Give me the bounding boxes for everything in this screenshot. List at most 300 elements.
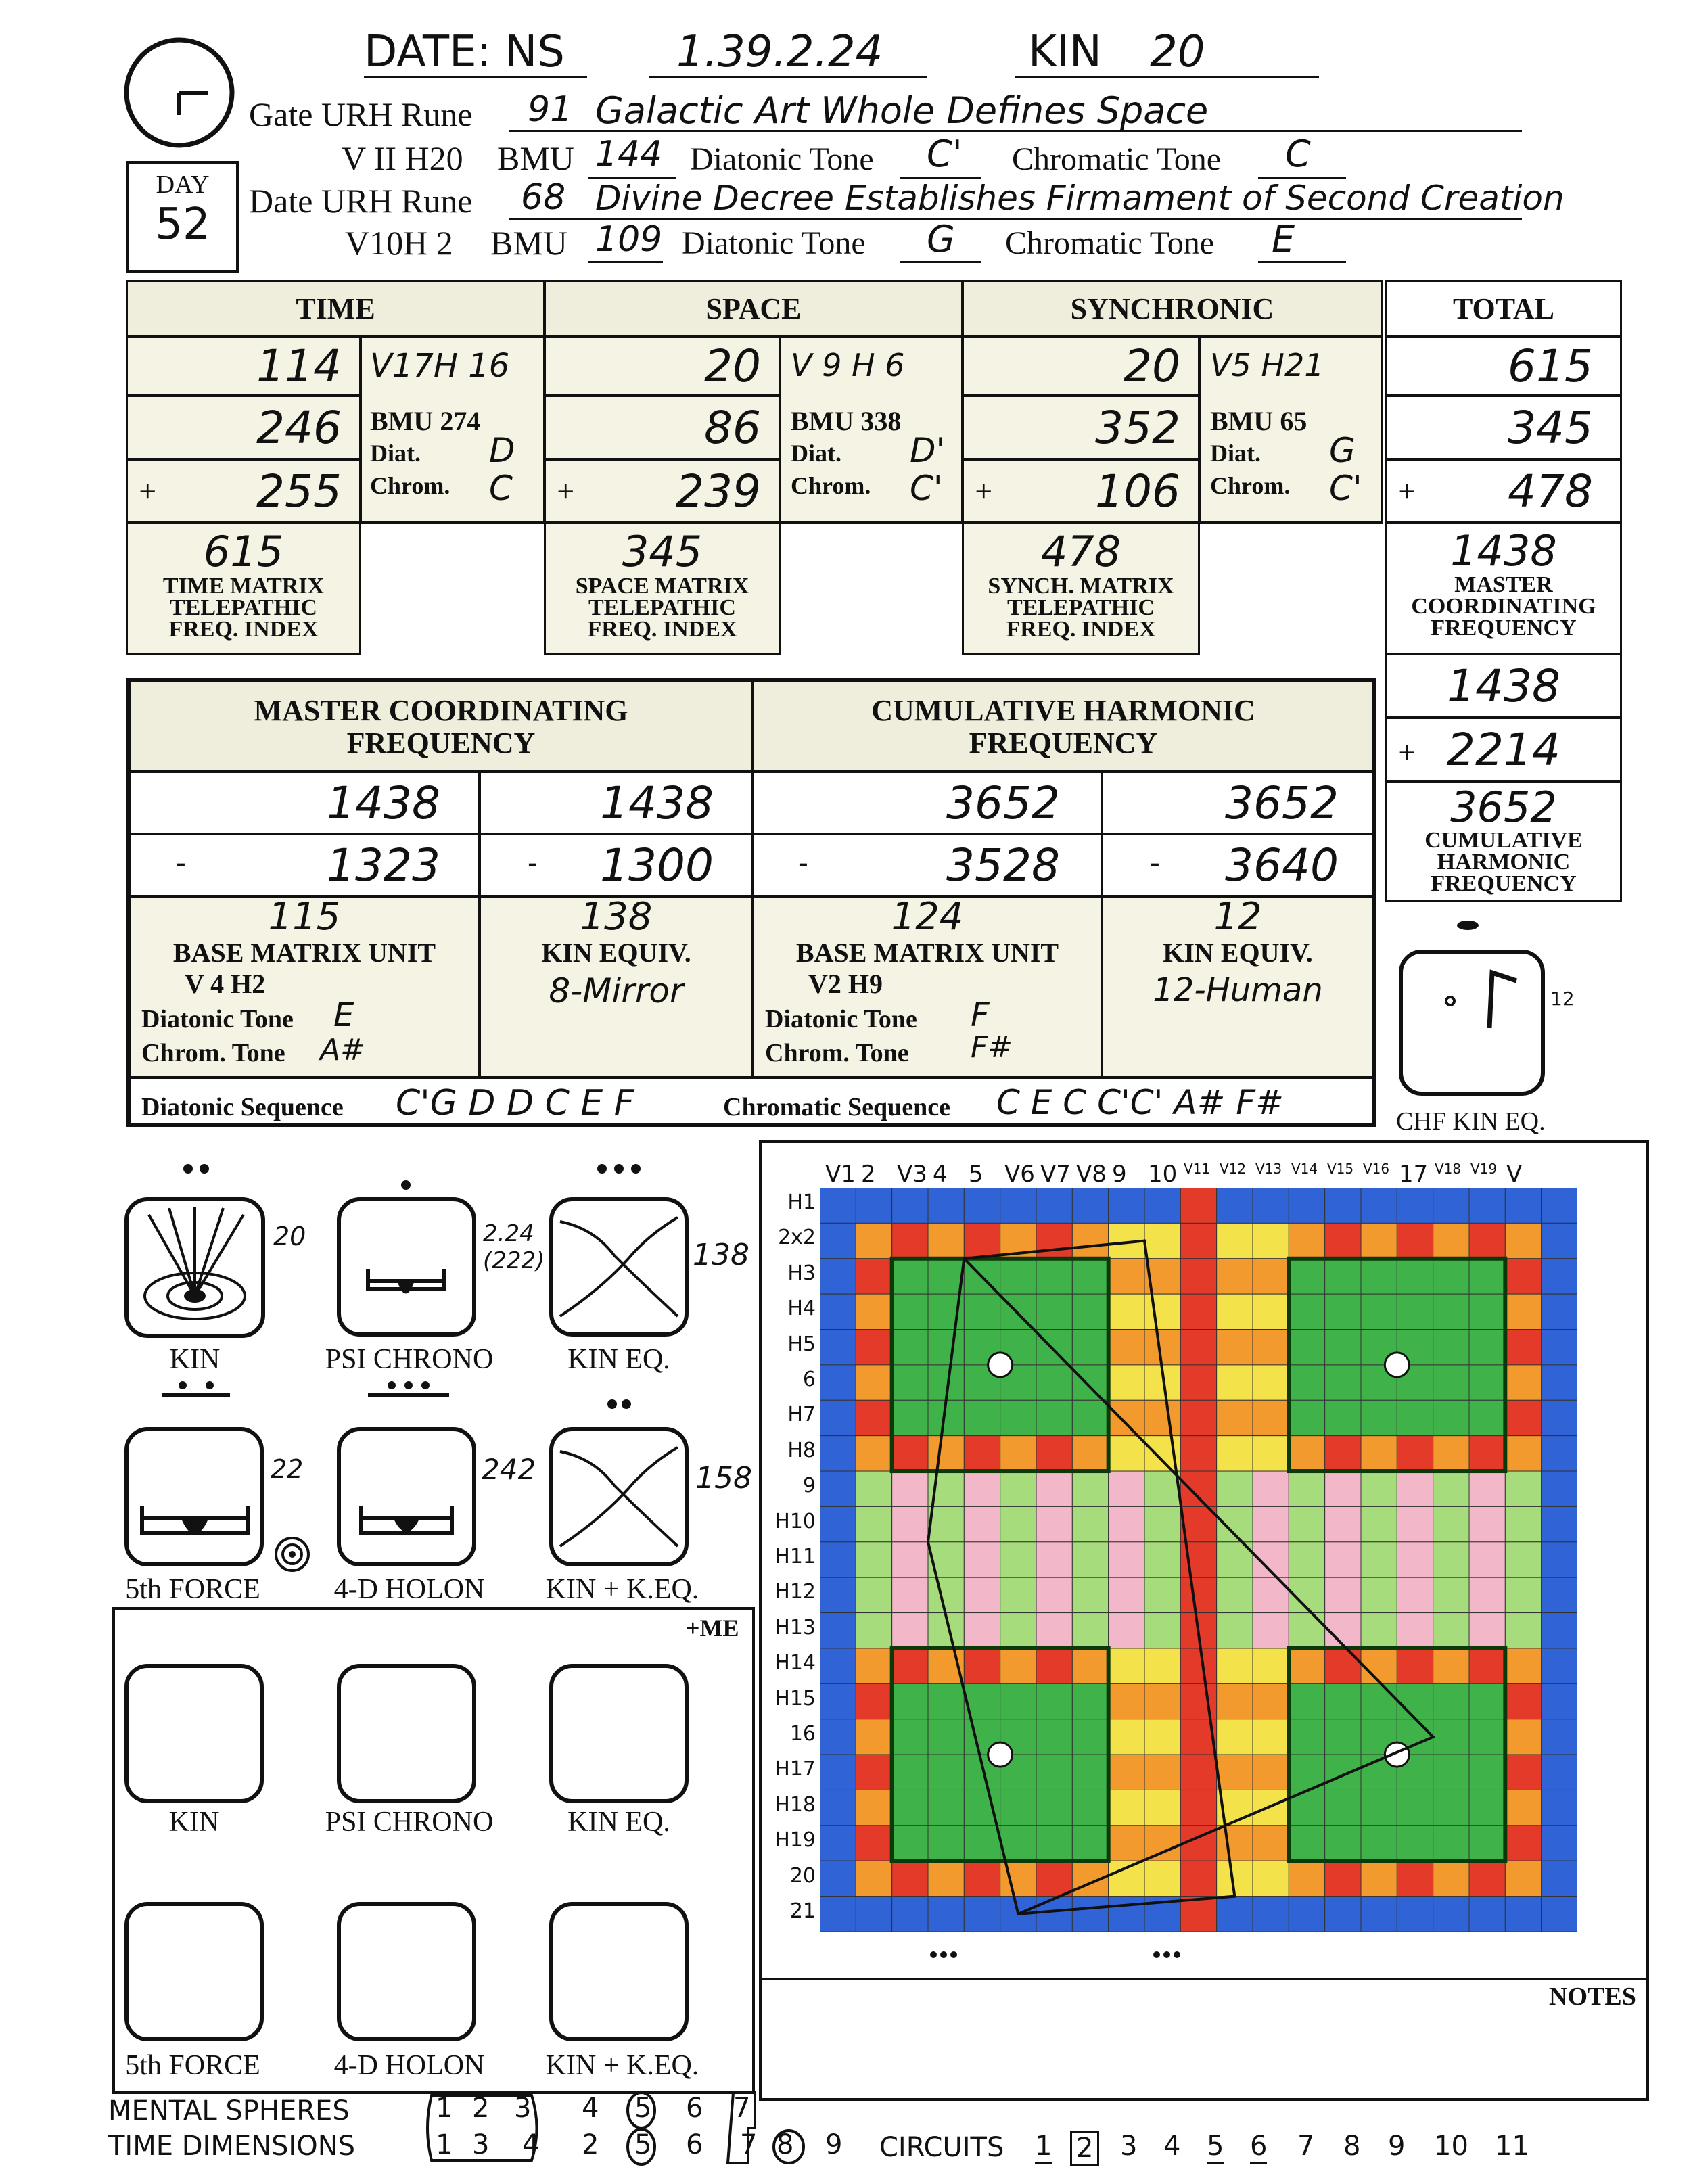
grid-cell	[1505, 1400, 1541, 1435]
grid-cell	[928, 1330, 964, 1365]
h-label: H3	[787, 1261, 816, 1285]
grid-cell	[928, 1790, 964, 1825]
chf-kin-dots	[1447, 919, 1488, 932]
grid-cell	[1036, 1719, 1072, 1755]
mcf-b3: 138	[580, 895, 653, 939]
grid-cell	[1072, 1506, 1108, 1541]
mental-1: 1	[436, 2093, 453, 2124]
grid-cell	[1144, 1861, 1180, 1896]
grid-cell	[1217, 1436, 1253, 1471]
spiral-icon	[273, 1535, 311, 1576]
grid-cell	[1433, 1897, 1469, 1932]
grid-cell	[1036, 1506, 1072, 1541]
grid-cell	[1542, 1790, 1577, 1825]
grid-cell	[1469, 1683, 1505, 1719]
date-chrom: E	[1272, 218, 1295, 260]
grid-cell	[1253, 1330, 1289, 1365]
total-n2: 345	[1385, 395, 1622, 460]
grid-cell	[1433, 1330, 1469, 1365]
mcf-diat: E	[333, 996, 354, 1034]
time-caption: TIME MATRIX TELEPATHIC FREQ. INDEX	[162, 574, 325, 642]
grid-cell	[1542, 1223, 1577, 1258]
grid-cell	[1361, 1826, 1397, 1861]
time-bmu: BMU 274	[370, 406, 481, 436]
mcf-chrom-label: Chrom. Tone	[141, 1039, 285, 1067]
grid-cell	[1469, 1719, 1505, 1755]
grid-cell	[1180, 1259, 1216, 1294]
grid-cell	[820, 1826, 856, 1861]
holon-glyph-icon	[337, 1427, 476, 1566]
mcf-kin: 8-Mirror	[549, 971, 684, 1010]
grid-cell	[1036, 1790, 1072, 1825]
diat-seq-label: Diatonic Sequence	[141, 1093, 344, 1121]
grid-cell	[1361, 1790, 1397, 1825]
grid-cell	[1361, 1861, 1397, 1896]
grid-cell	[1000, 1648, 1036, 1683]
date-chrom-label: Chromatic Tone	[1005, 225, 1215, 261]
fifth-force-empty-caption: 5th FORCE	[125, 2050, 260, 2081]
kin-eq-caption: KIN EQ.	[567, 1344, 670, 1375]
time-7: 7	[740, 2129, 758, 2160]
time-3: 3	[472, 2129, 490, 2160]
grid-cell	[1072, 1436, 1108, 1471]
grid-cell	[1180, 1400, 1216, 1435]
space-chrom-label: Chrom.	[791, 472, 871, 499]
h-label: H18	[774, 1792, 816, 1817]
fifth-force-glyph-icon	[124, 1427, 264, 1566]
v-label: V12	[1220, 1161, 1247, 1177]
kin-glyph-icon	[124, 1197, 265, 1338]
gate-rune-label: Gate URH Rune	[249, 95, 473, 133]
v-label: 5	[969, 1161, 983, 1188]
time-n3: 255	[126, 459, 361, 524]
psi-chrono-empty-glyph	[337, 1664, 476, 1803]
space-n2: 86	[544, 395, 781, 460]
kin-eq-note: 138	[693, 1238, 749, 1272]
grid-cell	[1109, 1471, 1144, 1506]
grid-cell	[1109, 1613, 1144, 1648]
clock-icon	[122, 35, 237, 150]
grid-cell	[1072, 1790, 1108, 1825]
grid-cell	[856, 1471, 891, 1506]
grid-cell	[1361, 1648, 1397, 1683]
grid-cell	[820, 1613, 856, 1648]
time-n2: 246	[126, 395, 361, 460]
time-6: 6	[686, 2129, 703, 2160]
grid-cell	[1253, 1400, 1289, 1435]
grid-cell	[1433, 1506, 1469, 1541]
mcf-bmu-cell	[129, 896, 480, 1078]
grid-cell	[820, 1648, 856, 1683]
synch-n2: 352	[962, 395, 1200, 460]
grid-cell	[1325, 1400, 1361, 1435]
gate-rune-num: 91	[528, 89, 573, 130]
grid-cell	[1289, 1223, 1324, 1258]
time-1: 1	[436, 2129, 453, 2160]
grid-cell	[1253, 1861, 1289, 1896]
grid-cell	[1109, 1648, 1144, 1683]
grid-cell	[1542, 1436, 1577, 1471]
grid-cell	[1253, 1365, 1289, 1400]
grid-cell	[1180, 1294, 1216, 1329]
synch-info	[1199, 335, 1383, 524]
grid-cell	[1180, 1188, 1216, 1223]
grid-cell	[1217, 1826, 1253, 1861]
grid-cell	[1505, 1897, 1541, 1932]
grid-cell	[1253, 1790, 1289, 1825]
grid-cell	[1433, 1648, 1469, 1683]
grid-cell	[1072, 1188, 1108, 1223]
date-rune-label: Date URH Rune	[249, 182, 473, 220]
grid-cell	[1289, 1330, 1324, 1365]
grid-cell	[856, 1613, 891, 1648]
grid-cell	[1433, 1790, 1469, 1825]
gate-bmu-label: BMU	[497, 139, 574, 177]
grid-cell	[1469, 1330, 1505, 1365]
grid-cell	[1397, 1188, 1433, 1223]
grid-cell	[856, 1506, 891, 1541]
synch-plus: +	[974, 478, 994, 505]
grid-cell	[1180, 1436, 1216, 1471]
grid-cell	[1180, 1330, 1216, 1365]
h-label-col	[764, 1190, 818, 1934]
kin-value: 20	[1150, 27, 1205, 77]
grid-cell	[1217, 1683, 1253, 1719]
kin-label: KIN	[1028, 27, 1102, 77]
mcf-kin-label: KIN EQUIV.	[541, 937, 691, 968]
v-label: V14	[1291, 1161, 1318, 1177]
grid-cell	[928, 1506, 964, 1541]
grid-cell	[1469, 1188, 1505, 1223]
grid-cell	[1109, 1897, 1144, 1932]
grid-cell	[1289, 1259, 1324, 1294]
diat-seq: C'G D D C E F	[396, 1083, 634, 1123]
grid-cell	[820, 1259, 856, 1294]
grid-cell	[856, 1683, 891, 1719]
grid-bottom-dots	[920, 1948, 1204, 1964]
v-label: V3	[897, 1161, 927, 1188]
grid-cell	[1505, 1294, 1541, 1329]
grid-cell	[1072, 1542, 1108, 1577]
grid-cell	[1180, 1223, 1216, 1258]
time-chrom: C	[489, 469, 513, 508]
space-n3: 239	[544, 459, 781, 524]
synch-n3: 106	[962, 459, 1200, 524]
grid-cell	[820, 1542, 856, 1577]
circuit-6: 6	[1250, 2131, 1267, 2164]
grid-cell	[856, 1294, 891, 1329]
grid-cell	[1433, 1542, 1469, 1577]
total-n5: 2214	[1385, 717, 1622, 782]
grid-cell	[1505, 1613, 1541, 1648]
grid-cell	[820, 1400, 856, 1435]
kin-underline	[1015, 76, 1319, 78]
h-label: 21	[789, 1899, 816, 1923]
grid-cell	[964, 1861, 1000, 1896]
space-n1: 20	[544, 335, 781, 396]
grid-cell	[1036, 1365, 1072, 1400]
grid-cell	[1072, 1755, 1108, 1790]
circuit-7: 7	[1297, 2131, 1315, 2162]
quadrant-center-circle	[988, 1353, 1013, 1377]
date-bmu: 109	[595, 219, 663, 260]
grid-cell	[1325, 1577, 1361, 1612]
grid-cell	[892, 1542, 928, 1577]
total-caption2: CUMULATIVE HARMONIC FREQUENCY	[1424, 828, 1583, 896]
grid-cell	[1253, 1471, 1289, 1506]
mcf-a3: 115	[268, 895, 341, 939]
grid-cell	[1397, 1577, 1433, 1612]
gate-chrom: C	[1285, 133, 1311, 175]
grid-cell	[1433, 1188, 1469, 1223]
chrom-seq: C E C C'C' A# F#	[996, 1083, 1284, 1122]
grid-cell	[1000, 1577, 1036, 1612]
chf-a-minus: -	[798, 845, 808, 880]
grid-cell	[1144, 1648, 1180, 1683]
circuit-1: 1	[1035, 2131, 1052, 2164]
grid-cell	[1289, 1188, 1324, 1223]
grid-cell	[1361, 1471, 1397, 1506]
v-label-row	[825, 1161, 1542, 1188]
space-info	[779, 335, 963, 524]
grid-cell	[1217, 1330, 1253, 1365]
grid-cell	[1325, 1542, 1361, 1577]
grid-cell	[1505, 1648, 1541, 1683]
v-label: V8	[1076, 1161, 1107, 1188]
grid-cell	[856, 1365, 891, 1400]
gate-bmu: 144	[595, 134, 663, 175]
notes-label: NOTES	[1549, 1982, 1636, 2011]
grid-cell	[1036, 1223, 1072, 1258]
grid-cell	[1433, 1259, 1469, 1294]
time-2: 2	[582, 2129, 599, 2160]
h-label: H8	[787, 1438, 816, 1462]
total-header: TOTAL	[1385, 280, 1622, 337]
circuits-label: CIRCUITS	[879, 2132, 1004, 2163]
grid-cell	[1433, 1223, 1469, 1258]
grid-cell	[928, 1188, 964, 1223]
grid-cell	[1217, 1400, 1253, 1435]
grid-cell	[1180, 1577, 1216, 1612]
h-label: H4	[787, 1297, 816, 1321]
grid-cell	[1109, 1755, 1144, 1790]
grid-cell	[1217, 1365, 1253, 1400]
space-diat: D'	[910, 431, 946, 470]
time-chrom-label: Chrom.	[370, 472, 450, 499]
circuit-3: 3	[1120, 2131, 1138, 2162]
grid-cell	[1397, 1861, 1433, 1896]
grid-cell	[1217, 1259, 1253, 1294]
time-n1: 114	[126, 335, 361, 396]
quadrant-center-circle	[1385, 1353, 1409, 1377]
grid-cell	[928, 1436, 964, 1471]
grid-cell	[1433, 1294, 1469, 1329]
h-label: 6	[802, 1368, 816, 1391]
grid-cell	[1109, 1826, 1144, 1861]
grid-cell	[1180, 1861, 1216, 1896]
grid-cell	[856, 1259, 891, 1294]
grid-cell	[856, 1436, 891, 1471]
grid-cell	[1253, 1188, 1289, 1223]
grid-cell	[1217, 1613, 1253, 1648]
harmonic-grid	[820, 1188, 1577, 1932]
grid-cell	[1505, 1506, 1541, 1541]
grid-cell	[1542, 1542, 1577, 1577]
space-plus: +	[556, 478, 576, 505]
space-vh: V 9 H 6	[791, 347, 905, 384]
fifth-force-bar	[156, 1380, 237, 1403]
grid-cell	[1505, 1188, 1541, 1223]
grid-cell	[1000, 1683, 1036, 1719]
fifth-force-empty-glyph	[124, 1902, 264, 2041]
grid-cell	[1542, 1259, 1577, 1294]
v-label: V13	[1255, 1161, 1282, 1177]
time-diat: D	[489, 431, 515, 470]
kin-empty-caption: KIN	[168, 1807, 220, 1838]
time-4: 4	[522, 2129, 540, 2160]
kin-eq-dots	[588, 1162, 649, 1178]
grid-cell	[1072, 1683, 1108, 1719]
mcf-b1: 1438	[479, 771, 754, 835]
total-sum-box	[1385, 522, 1622, 655]
grid-cell	[1361, 1188, 1397, 1223]
grid-cell	[1072, 1719, 1108, 1755]
time-header: TIME	[126, 280, 545, 337]
grid-cell	[928, 1861, 964, 1896]
grid-cell	[1036, 1400, 1072, 1435]
v-label: V1	[825, 1161, 856, 1188]
kin-eq-glyph-icon	[549, 1197, 689, 1337]
chf-kin-glyph-icon	[1399, 950, 1545, 1096]
day-label: DAY	[156, 170, 210, 199]
grid-cell	[1289, 1613, 1324, 1648]
grid-cell	[1289, 1683, 1324, 1719]
grid-cell	[1505, 1259, 1541, 1294]
h-label: 2x2	[778, 1226, 816, 1250]
grid-cell	[820, 1897, 856, 1932]
grid-cell	[820, 1436, 856, 1471]
grid-cell	[820, 1790, 856, 1825]
grid-cell	[820, 1365, 856, 1400]
grid-cell	[892, 1861, 928, 1896]
grid-cell	[1433, 1400, 1469, 1435]
time-vh: V17H 16	[370, 347, 510, 385]
grid-cell	[820, 1755, 856, 1790]
holon-empty-glyph	[337, 1902, 476, 2041]
date-diat: G	[927, 218, 955, 260]
date-diat-underline	[900, 261, 981, 263]
kin-keq-note: 158	[695, 1461, 752, 1495]
grid-cell	[1072, 1259, 1108, 1294]
chf-bmu-label: BASE MATRIX UNIT	[795, 937, 1059, 968]
grid-cell	[1361, 1506, 1397, 1541]
grid-cell	[1433, 1861, 1469, 1896]
kin-eq-empty-caption: KIN EQ.	[567, 1807, 670, 1838]
grid-cell	[856, 1861, 891, 1896]
chf-bmu-cell	[752, 896, 1103, 1078]
grid-cell	[1109, 1577, 1144, 1612]
grid-cell	[1000, 1790, 1036, 1825]
grid-cell	[1289, 1436, 1324, 1471]
grid-cell	[1469, 1365, 1505, 1400]
total-sum2-box	[1385, 781, 1622, 902]
chf-kin-cell	[1101, 896, 1374, 1078]
holon-empty-caption: 4-D HOLON	[333, 2050, 485, 2081]
grid-cell	[964, 1826, 1000, 1861]
grid-cell	[1144, 1755, 1180, 1790]
grid-cell	[1144, 1294, 1180, 1329]
grid-cell	[892, 1330, 928, 1365]
grid-cell	[820, 1683, 856, 1719]
grid-cell	[1433, 1755, 1469, 1790]
v-label: 4	[933, 1161, 948, 1188]
grid-cell	[1325, 1294, 1361, 1329]
v-label: 9	[1112, 1161, 1127, 1188]
chf-kin: 12-Human	[1153, 971, 1323, 1009]
grid-cell	[1253, 1755, 1289, 1790]
grid-cell	[964, 1471, 1000, 1506]
grid-cell	[1253, 1506, 1289, 1541]
grid-cell	[1361, 1436, 1397, 1471]
mcf-b2: 1300	[479, 833, 754, 897]
grid-cell	[964, 1613, 1000, 1648]
v-label: V16	[1363, 1161, 1390, 1177]
h-label: H1	[787, 1190, 816, 1214]
grid-cell	[1325, 1897, 1361, 1932]
grid-cell	[1361, 1683, 1397, 1719]
h-label: H11	[774, 1545, 816, 1569]
circuit-4: 4	[1163, 2131, 1181, 2162]
total-n4: 1438	[1385, 653, 1622, 718]
grid-cell	[820, 1861, 856, 1896]
grid-cell	[1180, 1683, 1216, 1719]
date-label: DATE: NS	[364, 27, 565, 77]
time-dimensions-label: TIME DIMENSIONS	[108, 2131, 356, 2162]
grid-cell	[1289, 1719, 1324, 1755]
chf-a3: 124	[891, 895, 964, 939]
grid-cell	[1542, 1897, 1577, 1932]
synch-sum: 478	[1040, 527, 1121, 576]
grid-cell	[892, 1577, 928, 1612]
grid-cell	[1325, 1719, 1361, 1755]
chf-chrom: F#	[971, 1030, 1013, 1065]
grid-cell	[1289, 1542, 1324, 1577]
synch-sum-box	[962, 522, 1200, 655]
grid-cell	[1253, 1719, 1289, 1755]
grid-cell	[1361, 1259, 1397, 1294]
grid-cell	[856, 1826, 891, 1861]
grid-cell	[1542, 1861, 1577, 1896]
grid-cell	[1253, 1259, 1289, 1294]
grid-cell	[1072, 1400, 1108, 1435]
grid-cell	[1253, 1826, 1289, 1861]
grid-cell	[1505, 1826, 1541, 1861]
h-label: H15	[774, 1686, 816, 1711]
mcf-diat-label: Diatonic Tone	[141, 1005, 294, 1033]
kin-keq-dots	[602, 1397, 636, 1414]
psi-chrono-glyph-icon	[337, 1197, 476, 1337]
synch-chrom-label: Chrom.	[1210, 472, 1291, 499]
grid-cell	[1505, 1577, 1541, 1612]
grid-cell	[1217, 1755, 1253, 1790]
chf-b-minus: -	[1150, 845, 1160, 880]
grid-cell	[1505, 1436, 1541, 1471]
space-caption: SPACE MATRIX TELEPATHIC FREQ. INDEX	[575, 574, 749, 642]
grid-cell	[1217, 1188, 1253, 1223]
grid-cell	[1397, 1613, 1433, 1648]
grid-cell	[1542, 1577, 1577, 1612]
grid-cell	[1144, 1188, 1180, 1223]
